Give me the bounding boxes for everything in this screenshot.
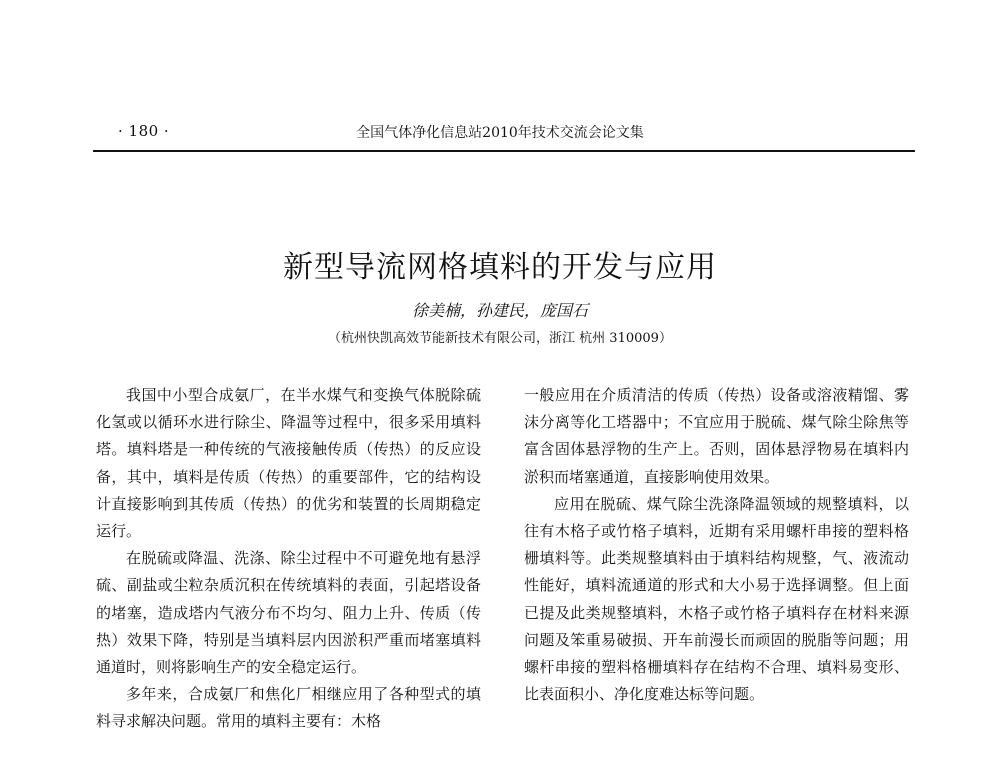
paragraph: 应用在脱硫、煤气除尘洗涤降温领域的规整填料，以往有木格子或竹格子填料，近期有采用螺杆串接的塑料格栅填料等。此类规整填料由于填料结构规整，气、液流动性能好，填料流通道的形式和大小易于选择调整。但上面已提及此类规整填料，木格子或竹格子填料存在材料来源问题及笨重易破损、开车前漫长而顽固的脱脂等问题；用螺杆串接的塑料格栅填料存在结构不合理、填料易变形、比表面积小、净化度难达标等问题。 bbox=[524, 494, 909, 704]
paper-affiliation: （杭州快凯高效节能新技术有限公司，浙江 杭州 310009） bbox=[328, 331, 672, 346]
right-column bbox=[524, 382, 909, 708]
paper-authors: 徐美楠，孙建民，庞国石 bbox=[411, 301, 588, 320]
paper-title: 新型导流网格填料的开发与应用 bbox=[283, 250, 717, 286]
paragraph: 在脱硫或降温、洗涤、除尘过程中不可避免地有悬浮硫、副盐或尘粒杂质沉积在传统填料的表面，引起塔设备的堵塞，造成塔内气液分布不均匀、阻力上升、传质（传热）效果下降，特别是当填料层内因淤积严重而堵塞填料通道时，则将影响生产的安全稳定运行。 bbox=[96, 549, 481, 677]
paragraph: 一般应用在介质清洁的传质（传热）设备或溶液精馏、雾沫分离等化工塔器中；不宜应用于脱硫、煤气除尘除焦等富含固体悬浮物的生产上。否则，固体悬浮物易在填料内淤积而堵塞通道，直接影响使用效果。 bbox=[524, 386, 909, 486]
paragraph: 我国中小型合成氨厂，在半水煤气和变换气体脱除硫化氢或以循环水进行除尘、降温等过程中，很多采用填料塔。填料塔是一种传统的气液接触传质（传热）的反应设备，其中，填料是传质（传热）的重要部件，它的结构设计直接影响到其传质（传热）的优劣和装置的长周期稳定运行。 bbox=[96, 386, 481, 541]
paragraph: 多年来，合成氨厂和焦化厂相继应用了各种型式的填料寻求解决问题。常用的填料主要有：木格 bbox=[96, 685, 481, 731]
page-number: · 180 · bbox=[118, 122, 170, 140]
left-column bbox=[96, 382, 481, 736]
running-header: 全国气体净化信息站2010年技术交流会论文集 bbox=[356, 125, 644, 141]
header-rule bbox=[93, 150, 915, 152]
